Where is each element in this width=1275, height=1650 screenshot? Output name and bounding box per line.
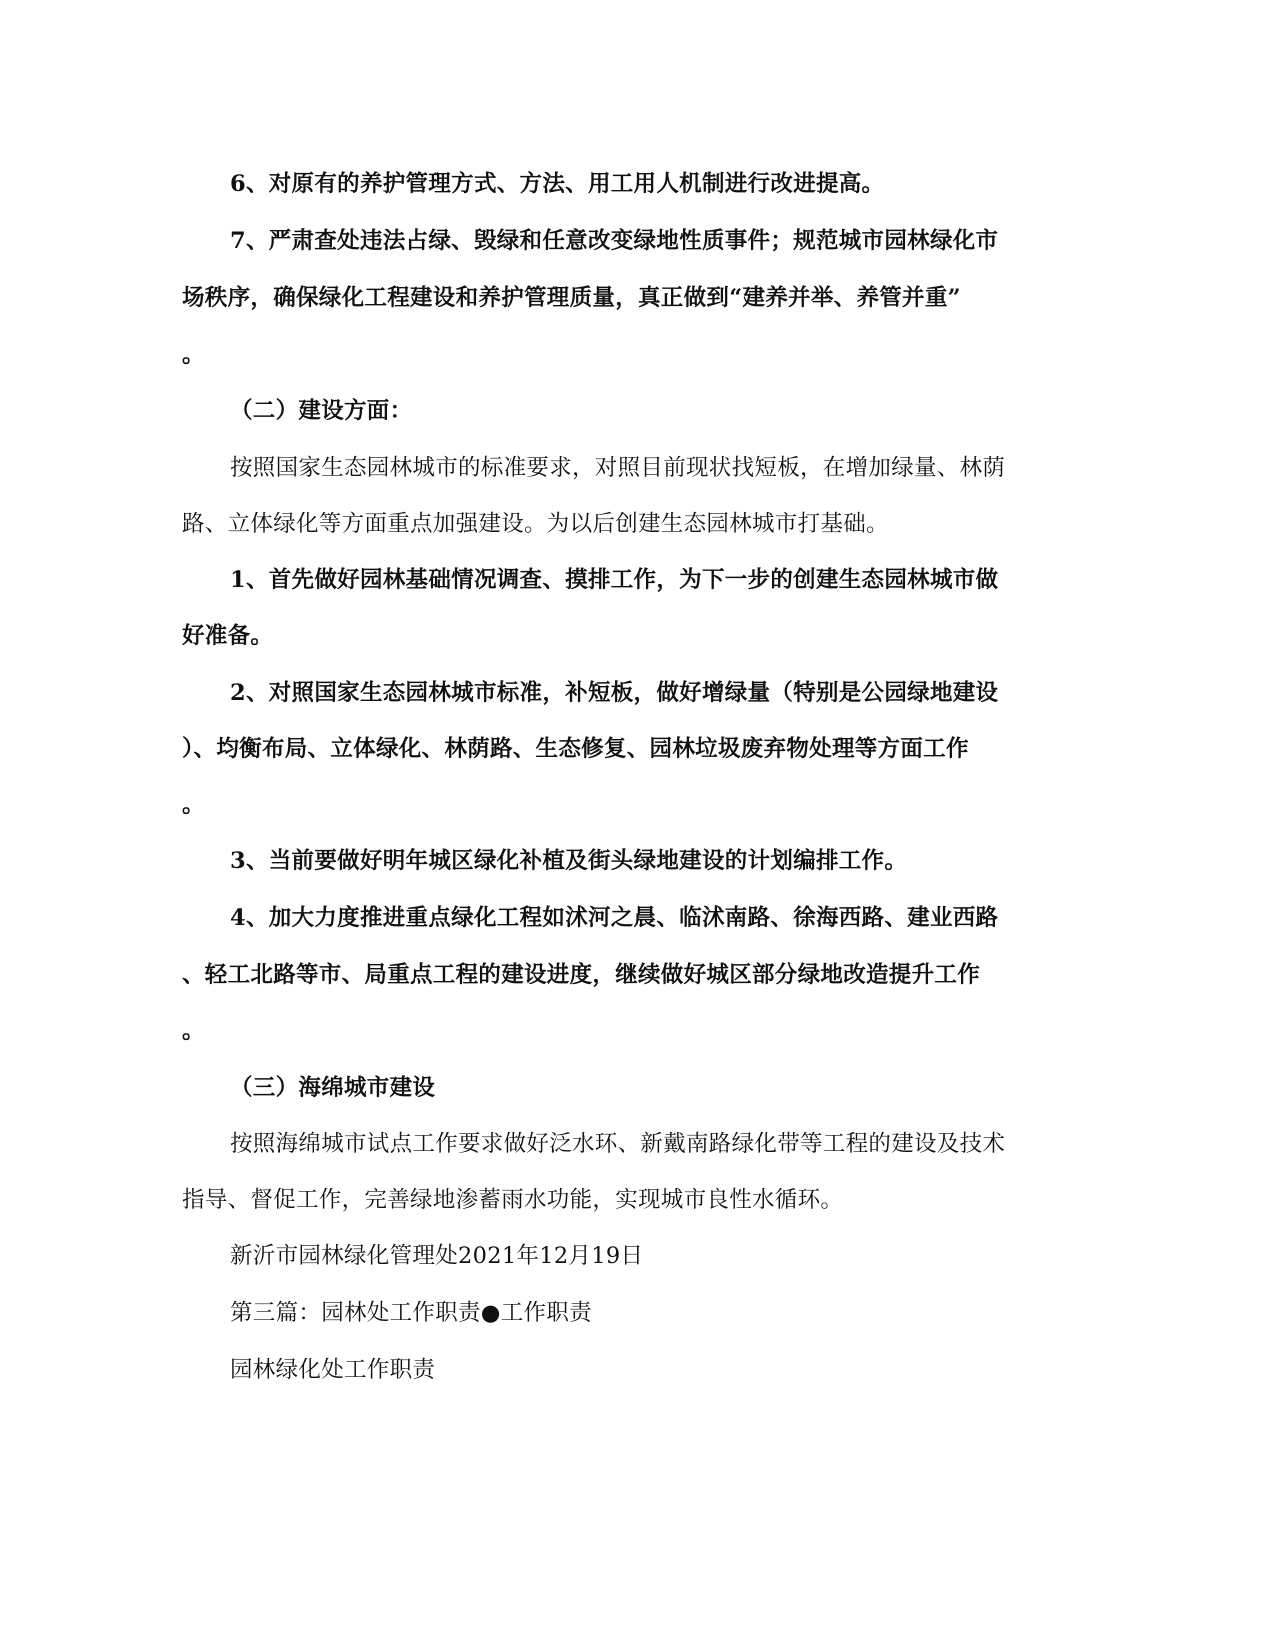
- item-7-line-1: 7、严肃查处违法占绿、毁绿和任意改变绿地性质事件；规范城市园林绿化市: [230, 228, 999, 254]
- section-heading-construction: （二）建设方面：: [230, 398, 413, 424]
- construction-item-2-line-3: 。: [182, 792, 205, 818]
- sponge-paragraph-line-2: 指导、督促工作，完善绿地渗蓄雨水功能，实现城市良性水循环。: [182, 1187, 844, 1213]
- item-7-line-2: 场秩序，确保绿化工程建设和养护管理质量，真正做到“建养并举、养管并重”: [182, 285, 961, 311]
- construction-item-3: 3、当前要做好明年城区绿化补植及街头绿地建设的计划编排工作。: [230, 848, 908, 874]
- construction-item-2-line-1: 2、对照国家生态园林城市标准，补短板，做好增绿量（特别是公园绿地建设: [230, 680, 999, 706]
- item-6: 6、对原有的养护管理方式、方法、用工用人机制进行改进提高。: [230, 171, 885, 197]
- construction-item-4-line-2: 、轻工北路等市、局重点工程的建设进度，继续做好城区部分绿地改造提升工作: [182, 962, 981, 988]
- construction-item-1-line-1: 1、首先做好园林基础情况调查、摸排工作，为下一步的创建生态园林城市做: [230, 567, 999, 593]
- part-three-title: 第三篇：园林处工作职责●工作职责: [230, 1300, 592, 1326]
- section-heading-sponge-city: （三）海绵城市建设: [230, 1075, 436, 1101]
- construction-item-2-line-2: ）、均衡布局、立体绿化、林荫路、生态修复、园林垃圾废弃物处理等方面工作: [182, 736, 969, 762]
- construction-item-4-line-1: 4、加大力度推进重点绿化工程如沭河之晨、临沭南路、徐海西路、建业西路: [230, 905, 999, 931]
- item-7-line-3: 。: [182, 342, 205, 368]
- construction-item-1-line-2: 好准备。: [182, 623, 274, 649]
- responsibilities-heading: 园林绿化处工作职责: [230, 1357, 436, 1383]
- construction-paragraph-line-1: 按照国家生态园林城市的标准要求，对照目前现状找短板，在增加绿量、林荫: [230, 455, 1006, 481]
- construction-paragraph-line-2: 路、立体绿化等方面重点加强建设。为以后创建生态园林城市打基础。: [182, 511, 889, 537]
- signature-date: 新沂市园林绿化管理处2021年12月19日: [230, 1243, 644, 1269]
- sponge-paragraph-line-1: 按照海绵城市试点工作要求做好泛水环、新戴南路绿化带等工程的建设及技术: [230, 1131, 1006, 1157]
- construction-item-4-line-3: 。: [182, 1018, 205, 1044]
